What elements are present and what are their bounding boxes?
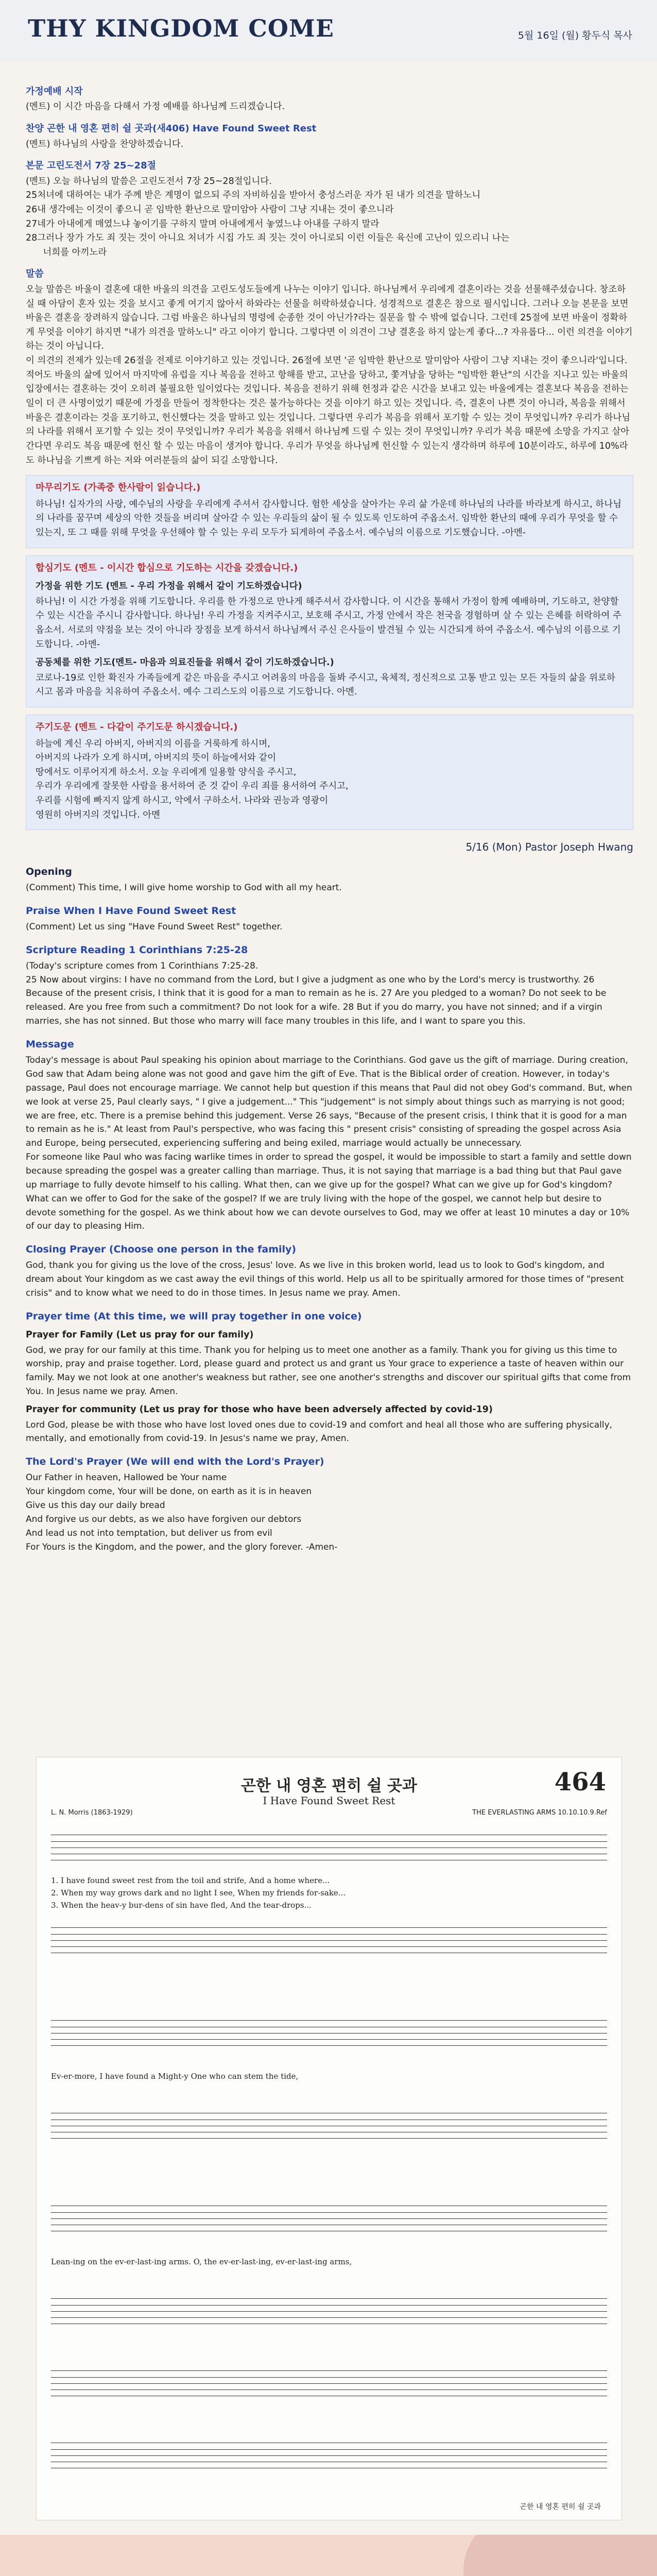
hymn-tune: THE EVERLASTING ARMS 10.10.10.9.Ref	[472, 1809, 607, 1817]
date-pastor-en: 5/16 (Mon) Pastor Joseph Hwang	[465, 841, 633, 854]
kr-scripture-title: 본문 고린도전서 7장 25~28절	[26, 160, 156, 172]
kr-unison-title: 합심기도 (멘트 - 이시간 합심으로 기도하는 시간을 갖겠습니다.)	[36, 562, 298, 573]
kr-opening-title: 가정예배 시작	[26, 86, 83, 97]
en-lords-text: Our Father in heaven, Hallowed be Your name Your kingdom come, Your will be done, on earth as it is in heaven Give us this day our daily bread And forgive us our debts, as we also have forgiven our debtors And lead us not into temptation, but deliver us from evil For Yours is the Kingdom, and the power, and the glory forever. -Amen-	[26, 1472, 338, 1552]
kr-unison-text: 하나님! 이 시간 가정을 위해 기도합니다. 우리를 한 가정으로 만나게 해주셔서 감사합니다. 이 시간을 통해서 가정이 함께 예배하며, 기도하고, 찬양할 수 있는 시간을 주시니 감사합니다. 하나님! 우리 가정을 지켜주시고, 보호해 주시고, 가정 안에서 작은 천국을 경험하며 살 수 있는 은혜를 허락하여 주옵소서. 서로의 약점을 보는 것이 아니라 장점을 보게 하셔서 하나님께서 주신 은사들이 발견될 수 있는 시간되게 하여 주옵소서. 예수님의 이름으로 기도합니다. -아멘-	[36, 596, 621, 650]
kr-covid-sub: 공동체를 위한 기도(멘트- 마음과 의료진들을 위해서 같이 기도하겠습니다.)	[36, 657, 334, 668]
en-opening-text: (Comment) This time, I will give home worship to God with all my heart.	[26, 883, 342, 893]
staff-system	[51, 1829, 607, 1999]
kr-closing-title: 마무리기도 (가족중 한사람이 읽습니다.)	[36, 482, 201, 494]
kr-scripture-text: (멘트) 오늘 하나님의 말씀은 고린도전서 7장 25~28절입니다. 25처녀에 대하여는 내가 주께 받은 계명이 없으되 주의 자비하심을 받아서 충성스러운 자가 된 내가 의견을 말하노니 26내 생각에는 이것이 좋으니 곧 임박한 환난으로 말미암아 사람이 그냥 지내는 것이 좋으니라 27네가 아내에게 매였느냐 놓이기를 구하지 말며 아내에게서 놓였느냐 아내를 구하지 말라 28그러나 장가 가도 죄 짓는 것이 아니요 처녀가 시집 가도 죄 짓는 것이 아니로되 이런 이들은 육신에 고난이 있으리니 나는 너희를 아끼노라	[26, 176, 510, 258]
en-unison-title: Prayer time (At this time, we will pray together in one voice)	[26, 1310, 362, 1322]
en-praise-text: (Comment) Let us sing "Have Found Sweet Rest" together.	[26, 921, 283, 932]
en-lords-title: The Lord's Prayer (We will end with the Lord's Prayer)	[26, 1456, 324, 1468]
date-pastor-kr: 5월 16일 (월) 황두식 목사	[517, 30, 632, 41]
kr-lords-title: 주기도문 (멘트 - 다같이 주기도문 하시겠습니다.)	[36, 722, 238, 733]
en-family-sub: Prayer for Family (Let us pray for our family)	[26, 1329, 254, 1340]
en-scripture-text: (Today's scripture comes from 1 Corinthians 7:25-28. 25 Now about virgins: I have no command from the Lord, but I give a judgment as one who by the Lord's mercy is trustworthy. 26 Because of the present crisis, I think that it is good for a man to remain as he is. 27 Are you pledged to a woman? Do not seek to be released. Are you free from such a commitment? Do not look for a wife. 28 But if you do marry, you have not sinned; and if a virgin marries, she has not sinned. But those who marry will face many troubles in this life, and I want to spare you this.	[26, 960, 607, 1027]
kr-unison-box	[26, 555, 633, 708]
staff-system	[51, 2015, 607, 2185]
hymn-credit: 곤한 내 영혼 편히 쉴 곳과	[520, 2503, 601, 2511]
hymn-lyric-line: 2. When my way grows dark and no light I see, When my friends for-sake...	[51, 1888, 346, 1897]
kr-opening-text: (멘트) 이 시간 마음을 다해서 가정 예배를 하나님께 드리겠습니다.	[26, 101, 285, 112]
hymn-lyric-line: Lean-ing on the ev-er-last-ing arms. O, the ev-er-last-ing, ev-er-last-ing arms,	[51, 2257, 352, 2266]
en-community-text: Lord God, please be with those who have lost loved ones due to covid-19 and comfort and heal all those who are suffering physically, mentally, and emotionally from covid-19. In Jesus's name we pray, Amen.	[26, 1419, 615, 1444]
kr-covid-text: 코로나-19로 인한 확진자 가족들에게 같은 마음을 주시고 어려움의 마음을 돌봐 주시고, 육체적, 정신적으로 고통 받고 있는 모든 자들의 삶을 위로하시고 몸과 마음을 치유하여 주옵소서. 예수 그리스도의 이름으로 기도합니다. 아멘.	[36, 672, 615, 698]
en-closing-title: Closing Prayer (Choose one person in the family)	[26, 1244, 297, 1256]
kr-closing-text: 하나님! 십자가의 사랑, 예수님의 사랑을 우리에게 주셔서 감사합니다. 험한 세상을 살아가는 우리 삶 가운데 하나님의 나라를 바라보게 하시고, 하나님의 나라를 꿈꾸며 세상의 악한 것들을 버리며 살아갈 수 있는 우리들의 삶이 될 수 있도록 인도하여 주옵소서. 임박한 환난의 때에 우리가 무엇을 할 수 있는지, 또 그 때를 위해 무엇을 우선해야 할 수 있는 우리 모두가 되게하여 주옵소서. 예수님의 이름으로 기도했습니다. -아멘-	[36, 499, 622, 538]
en-scripture-title: Scripture Reading 1 Corinthians 7:25-28	[26, 944, 248, 956]
kr-message-title: 말씀	[26, 268, 44, 280]
wordmark: THY KINGDOM COME	[28, 14, 334, 42]
hymn-title-kr: 곤한 내 영혼 편히 쉴 곳과	[240, 1777, 418, 1795]
hymn-lyric-line: Ev-er-more, I have found a Might-y One who can stem the tide,	[51, 2072, 299, 2081]
en-message-text: Today's message is about Paul speaking his opinion about marriage to the Corinthians. God gave us the gift of marriage. During creation, God saw that Adam being alone was not good and gave him the gift of Eve. That is the Biblical order of creation. However, in today's passage, Paul does not encourage marriage. We cannot help but question if this means that Paul did not obey God's command. But, when we look at verse 25, Paul clearly says, " I give a judgement..." This "judgement" is not simply about things such as marrying is not good; we are free, etc. There is a premise behind this judgement. Verse 26 says, "Because of the present crisis, I think that it is good for a man to remain as he is." At least from Paul's perspective, who was facing this " present crisis" consisting of spreading the gospel across Asia and Europe, being persecuted, experiencing suffering and being exiled, marriage would actually be unnecessary. For someone like Paul who was facing warlike times in order to spread the gospel, it would be impossible to start a family and settle down because spreading the gospel was a greater calling than marriage. Thus, it is not saying that marriage is a bad thing but that Paul gave up marriage to fully devote himself to his calling. What then, can we give up for the gospel? What can we give up for God's kingdom? What can we offer to God for the sake of the gospel? If we are truly living with the hope of the gospel, we cannot help but desire to devote something for the gospel. As we think about how we can devote ourselves to God, may we offer at least 10 minutes a day or 10% of our day to pleasing Him.	[26, 1055, 632, 1232]
en-family-text: God, we pray for our family at this time. Thank you for helping us to meet one another as a family. Thank you for giving us this time to worship, pray and praise together. Lord, please guard and protect us and grant us Your grace to experience a taste of heaven within our family. May we not look at one another's weakness but rather, see one another's strengths and discover our spiritual gifts that come from You. In Jesus name we pray. Amen.	[26, 1345, 634, 1397]
kr-closing-box	[26, 475, 633, 548]
worship-content	[26, 77, 633, 1556]
hymn-lyric-line: 1. I have found sweet rest from the toil and strife, And a home where...	[51, 1876, 330, 1885]
en-community-sub: Prayer for community (Let us pray for those who have been adversely affected by covid-19)	[26, 1404, 493, 1415]
header-band	[0, 0, 657, 62]
kr-lords-box	[26, 715, 633, 830]
decor-blob	[463, 2535, 657, 2576]
staff-system	[51, 2200, 607, 2370]
en-opening-title: Opening	[26, 866, 72, 877]
footer-banner	[0, 2535, 657, 2576]
hymn-lyric-line: 3. When the heav-y bur-dens of sin have fled, And the tear-drops...	[51, 1901, 312, 1910]
kr-praise-title: 찬양 곤한 내 영혼 편히 쉴 곳과(새406) Have Found Sweet Rest	[26, 123, 317, 134]
kr-message-text: 오늘 말씀은 바울이 결혼에 대한 바울의 의견을 고린도성도들에게 나누는 이야기 입니다. 하나님께서 우리에게 결혼이라는 것을 선물해주셨습니다. 창조하실 때 아담이 혼자 있는 것을 보시고 좋게 여기지 않아서 하와라는 선물을 허락하셨습니다. 성경적으로 결혼은 참으로 필시입니다. 그러나 오늘 본문을 보면 바울은 결혼을 장려하지 않습니다. 그럼 바울은 하나님의 명령에 순종한 것이 아닌가?라는 질문을 할 수 밖에 없습니다. 그런데 25절에 보면 바울이 정확하게 무엇을 이야기 하지면 "내가 의견을 말하노니" 라고 이야기 합니다. 그렇다면 이 의견이 그냥 결혼을 하지 않는게 좋다...? 자유롭다... 이런 의견을 이야기하는 것이 아닙니다. 이 의견의 전제가 있는데 26절을 전제로 이야기하고 있는 것입니다. 26절에 보면 '곧 임박한 환난으로 말미암아 사람이 그냥 지내는 것이 좋으니라'입니다. 적어도 바울의 삶에 있어서 마지막에 유럽을 지나 복음을 전하고 항해를 받고, 고난을 당하고, 쫓겨남을 당하는 "임박한 환난"의 시간을 지나고 있는 바울의 입장에서는 결혼하는 것이 오히려 불필요한 일이었다는 것입니다. 복음을 전하기 위해 헌정과 같은 시간을 보내고 있는 바울에게는 결혼보다 복음을 전하는 일이 더 큰 사명이었기 때문에 가정을 만들어 정착한다는 것은 불가능하다는 것을 이야기 하고 있는 것입니다. 즉, 결혼이 나쁜 것이 아니라, 복음을 위해서 바울은 결혼이라는 것을 포기하고, 헌신했다는 것을 말하고 있는 것입니다. 그렇다면 우리가 복음을 위해서 포기할 수 있는 것이 무엇입니까? 우리가 하나님의 나라를 위해서 포기할 수 있는 것이 무엇입니까? 우리가 복음을 위해서 하나님께 드릴 수 있는 것이 무엇입니까? 우리가 복음 때문에 소망을 가지고 살아간다면 우리도 복음 때문에 헌신 할 수 있는 마음이 생겨야 합니다. 우리가 무엇을 하나님께 헌신할 수 있는지 생각하며 하루에 10분이라도, 하루에 10%라도 하나님을 기쁘게 하는 저와 여러분들의 삶이 되길 소망합니다.	[26, 284, 633, 466]
en-praise-title: Praise When I Have Found Sweet Rest	[26, 905, 236, 917]
hymn-composer: L. N. Morris (1863-1929)	[51, 1809, 133, 1817]
en-closing-text: God, thank you for giving us the love of the cross, Jesus' love. As we live in this broken world, lead us to look to God's kingdom, and dream about Your kingdom as we cast away the evil things of this world. Help us all to be spiritually armored for those times of "present crisis" and to know what we need to do in those times. In Jesus name we pray. Amen.	[26, 1260, 627, 1298]
kr-unison-sub: 가정을 위한 기도 (멘트 - 우리 가정을 위해서 같이 기도하겠습니다)	[36, 581, 302, 591]
en-message-title: Message	[26, 1039, 74, 1050]
kr-praise-text: (멘트) 하나님의 사랑을 찬양하겠습니다.	[26, 139, 184, 149]
hymn-title-en: I Have Found Sweet Rest	[263, 1794, 395, 1807]
hymn-number: 464	[554, 1768, 606, 1797]
hymn-sheet	[36, 1757, 622, 2520]
kr-lords-text: 하늘에 계신 우리 아버지, 아버지의 이름을 거룩하게 하시며, 아버지의 나라가 오게 하시며, 아버지의 뜻이 하늘에서와 같이 땅에서도 이루어지게 하소서. 오늘 우리에게 일용할 양식을 주시고, 우리가 우리에게 잘못한 사람을 용서하여 준 것 같이 우리 죄를 용서하여 주시고, 우리를 시험에 빠지지 않게 하시고, 악에서 구하소서. 나라와 권능과 영광이 영원히 아버지의 것입니다. 아멘	[36, 738, 349, 820]
